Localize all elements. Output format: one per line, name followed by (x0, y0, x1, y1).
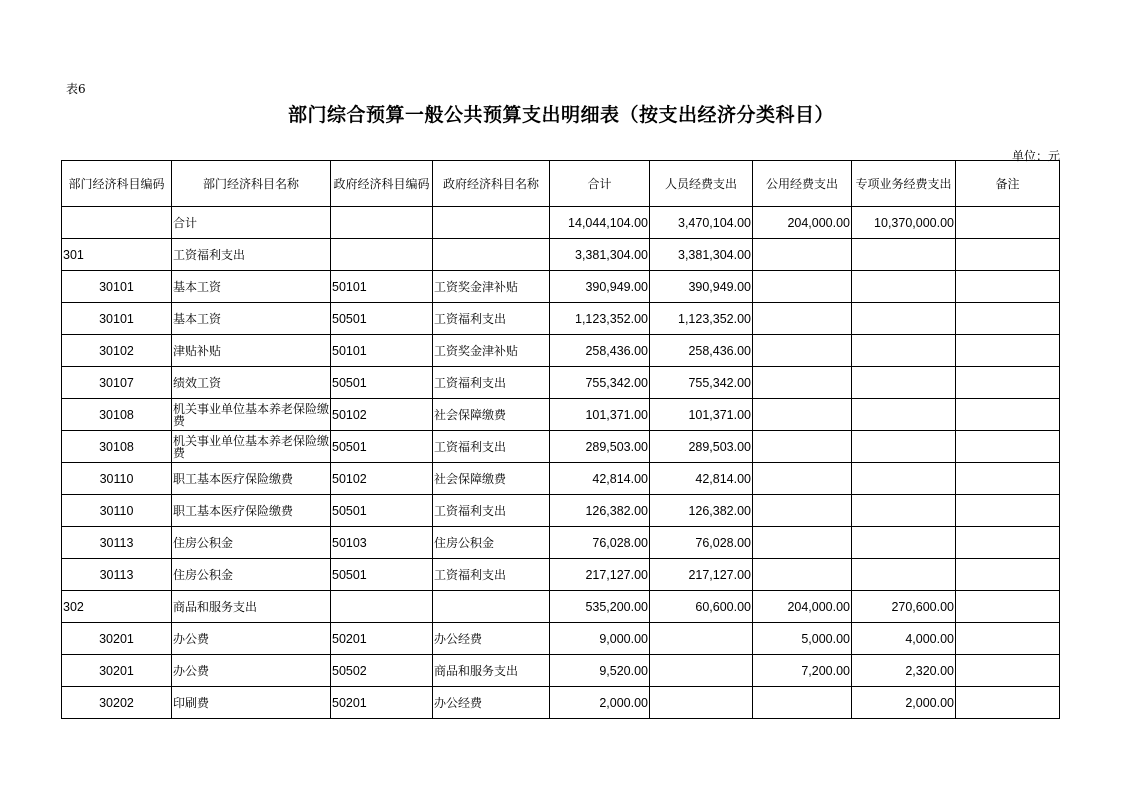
gov-code-cell (331, 591, 433, 623)
gov-code-cell: 50501 (331, 559, 433, 591)
personnel-cell: 3,381,304.00 (650, 239, 753, 271)
personnel-cell (650, 687, 753, 719)
gov-name-cell: 工资福利支出 (433, 559, 550, 591)
gov-code-cell: 50102 (331, 463, 433, 495)
column-header: 合计 (550, 161, 650, 207)
gov-code-cell: 50102 (331, 399, 433, 431)
dept-name-cell: 机关事业单位基本养老保险缴费 (172, 431, 331, 463)
column-header: 政府经济科目编码 (331, 161, 433, 207)
public-cell: 7,200.00 (753, 655, 852, 687)
table-header-row (62, 161, 1060, 207)
dept-name-cell: 印刷费 (172, 687, 331, 719)
dept-name-cell: 住房公积金 (172, 559, 331, 591)
column-header: 部门经济科目名称 (172, 161, 331, 207)
total-cell: 755,342.00 (550, 367, 650, 399)
column-header: 备注 (956, 161, 1060, 207)
public-cell (753, 271, 852, 303)
gov-name-cell: 工资福利支出 (433, 495, 550, 527)
dept-code-cell: 30101 (62, 303, 172, 335)
total-cell: 2,000.00 (550, 687, 650, 719)
special-cell (852, 495, 956, 527)
unit-label: 单位：元 (1011, 149, 1060, 163)
budget-table (61, 160, 1060, 719)
dept-code-cell: 30202 (62, 687, 172, 719)
column-header: 人员经费支出 (650, 161, 753, 207)
total-cell: 126,382.00 (550, 495, 650, 527)
note-cell (956, 463, 1060, 495)
gov-name-cell (433, 239, 550, 271)
gov-code-cell: 50101 (331, 271, 433, 303)
total-cell: 3,381,304.00 (550, 239, 650, 271)
special-cell: 4,000.00 (852, 623, 956, 655)
special-cell: 270,600.00 (852, 591, 956, 623)
table-row (62, 207, 1060, 239)
personnel-cell: 3,470,104.00 (650, 207, 753, 239)
special-cell (852, 303, 956, 335)
note-cell (956, 399, 1060, 431)
gov-code-cell: 50103 (331, 527, 433, 559)
note-cell (956, 207, 1060, 239)
gov-name-cell: 商品和服务支出 (433, 655, 550, 687)
personnel-cell: 1,123,352.00 (650, 303, 753, 335)
public-cell (753, 303, 852, 335)
special-cell: 2,320.00 (852, 655, 956, 687)
gov-name-cell: 社会保障缴费 (433, 399, 550, 431)
note-cell (956, 367, 1060, 399)
dept-code-cell: 30107 (62, 367, 172, 399)
gov-name-cell: 工资福利支出 (433, 431, 550, 463)
personnel-cell (650, 655, 753, 687)
dept-code-cell: 30113 (62, 527, 172, 559)
total-cell: 9,000.00 (550, 623, 650, 655)
dept-name-cell: 合计 (172, 207, 331, 239)
gov-name-cell: 办公经费 (433, 623, 550, 655)
dept-name-cell: 绩效工资 (172, 367, 331, 399)
public-cell (753, 399, 852, 431)
gov-code-cell: 50101 (331, 335, 433, 367)
gov-code-cell: 50501 (331, 495, 433, 527)
personnel-cell: 126,382.00 (650, 495, 753, 527)
public-cell: 204,000.00 (753, 207, 852, 239)
dept-code-cell: 302 (62, 591, 172, 623)
public-cell (753, 559, 852, 591)
gov-name-cell: 社会保障缴费 (433, 463, 550, 495)
public-cell (753, 687, 852, 719)
gov-code-cell (331, 207, 433, 239)
personnel-cell: 76,028.00 (650, 527, 753, 559)
dept-code-cell: 30108 (62, 431, 172, 463)
public-cell: 204,000.00 (753, 591, 852, 623)
special-cell (852, 399, 956, 431)
dept-code-cell: 30108 (62, 399, 172, 431)
total-cell: 390,949.00 (550, 271, 650, 303)
dept-name-cell: 机关事业单位基本养老保险缴费 (172, 399, 331, 431)
note-cell (956, 239, 1060, 271)
note-cell (956, 303, 1060, 335)
personnel-cell: 101,371.00 (650, 399, 753, 431)
gov-name-cell: 工资福利支出 (433, 367, 550, 399)
special-cell (852, 527, 956, 559)
dept-name-cell: 住房公积金 (172, 527, 331, 559)
special-cell (852, 239, 956, 271)
page-title: 部门综合预算一般公共预算支出明细表（按支出经济分类科目） (287, 104, 834, 126)
dept-name-cell: 基本工资 (172, 271, 331, 303)
table-row (62, 495, 1060, 527)
gov-code-cell (331, 239, 433, 271)
total-cell: 535,200.00 (550, 591, 650, 623)
personnel-cell: 217,127.00 (650, 559, 753, 591)
dept-name-cell: 商品和服务支出 (172, 591, 331, 623)
table-number: 表6 (66, 82, 86, 96)
public-cell (753, 335, 852, 367)
table-row (62, 335, 1060, 367)
table-row (62, 559, 1060, 591)
dept-name-cell: 办公费 (172, 655, 331, 687)
gov-code-cell: 50201 (331, 623, 433, 655)
total-cell: 42,814.00 (550, 463, 650, 495)
dept-name-cell: 基本工资 (172, 303, 331, 335)
total-cell: 289,503.00 (550, 431, 650, 463)
personnel-cell: 289,503.00 (650, 431, 753, 463)
personnel-cell: 60,600.00 (650, 591, 753, 623)
table-row (62, 687, 1060, 719)
table-row (62, 591, 1060, 623)
dept-code-cell (62, 207, 172, 239)
gov-code-cell: 50502 (331, 655, 433, 687)
special-cell (852, 559, 956, 591)
personnel-cell (650, 623, 753, 655)
table-row (62, 239, 1060, 271)
total-cell: 14,044,104.00 (550, 207, 650, 239)
column-header: 公用经费支出 (753, 161, 852, 207)
note-cell (956, 431, 1060, 463)
column-header: 专项业务经费支出 (852, 161, 956, 207)
note-cell (956, 623, 1060, 655)
dept-name-cell: 工资福利支出 (172, 239, 331, 271)
dept-code-cell: 30113 (62, 559, 172, 591)
personnel-cell: 42,814.00 (650, 463, 753, 495)
total-cell: 101,371.00 (550, 399, 650, 431)
table-row (62, 431, 1060, 463)
table-row (62, 655, 1060, 687)
dept-code-cell: 30102 (62, 335, 172, 367)
table-row (62, 303, 1060, 335)
dept-name-cell: 办公费 (172, 623, 331, 655)
public-cell (753, 463, 852, 495)
column-header: 部门经济科目编码 (62, 161, 172, 207)
public-cell: 5,000.00 (753, 623, 852, 655)
table-row (62, 399, 1060, 431)
special-cell (852, 367, 956, 399)
table-row (62, 463, 1060, 495)
personnel-cell: 258,436.00 (650, 335, 753, 367)
table-row (62, 271, 1060, 303)
dept-code-cell: 30201 (62, 655, 172, 687)
note-cell (956, 687, 1060, 719)
dept-name-cell: 职工基本医疗保险缴费 (172, 495, 331, 527)
column-header: 政府经济科目名称 (433, 161, 550, 207)
gov-name-cell: 工资奖金津补贴 (433, 271, 550, 303)
special-cell (852, 271, 956, 303)
special-cell: 10,370,000.00 (852, 207, 956, 239)
public-cell (753, 367, 852, 399)
gov-name-cell (433, 591, 550, 623)
special-cell (852, 431, 956, 463)
note-cell (956, 271, 1060, 303)
dept-code-cell: 30110 (62, 495, 172, 527)
note-cell (956, 335, 1060, 367)
note-cell (956, 527, 1060, 559)
dept-code-cell: 30201 (62, 623, 172, 655)
table-row (62, 623, 1060, 655)
gov-name-cell: 办公经费 (433, 687, 550, 719)
dept-code-cell: 30110 (62, 463, 172, 495)
gov-name-cell: 工资福利支出 (433, 303, 550, 335)
gov-name-cell (433, 207, 550, 239)
gov-code-cell: 50501 (331, 303, 433, 335)
total-cell: 1,123,352.00 (550, 303, 650, 335)
special-cell (852, 335, 956, 367)
personnel-cell: 390,949.00 (650, 271, 753, 303)
note-cell (956, 495, 1060, 527)
total-cell: 9,520.00 (550, 655, 650, 687)
public-cell (753, 495, 852, 527)
total-cell: 76,028.00 (550, 527, 650, 559)
total-cell: 258,436.00 (550, 335, 650, 367)
dept-name-cell: 职工基本医疗保险缴费 (172, 463, 331, 495)
special-cell: 2,000.00 (852, 687, 956, 719)
note-cell (956, 591, 1060, 623)
note-cell (956, 559, 1060, 591)
public-cell (753, 239, 852, 271)
table-body (62, 207, 1060, 719)
note-cell (956, 655, 1060, 687)
dept-name-cell: 津贴补贴 (172, 335, 331, 367)
table-row (62, 367, 1060, 399)
public-cell (753, 527, 852, 559)
public-cell (753, 431, 852, 463)
gov-name-cell: 工资奖金津补贴 (433, 335, 550, 367)
gov-code-cell: 50501 (331, 367, 433, 399)
table-row (62, 527, 1060, 559)
personnel-cell: 755,342.00 (650, 367, 753, 399)
gov-name-cell: 住房公积金 (433, 527, 550, 559)
gov-code-cell: 50501 (331, 431, 433, 463)
dept-code-cell: 301 (62, 239, 172, 271)
special-cell (852, 463, 956, 495)
dept-code-cell: 30101 (62, 271, 172, 303)
total-cell: 217,127.00 (550, 559, 650, 591)
gov-code-cell: 50201 (331, 687, 433, 719)
